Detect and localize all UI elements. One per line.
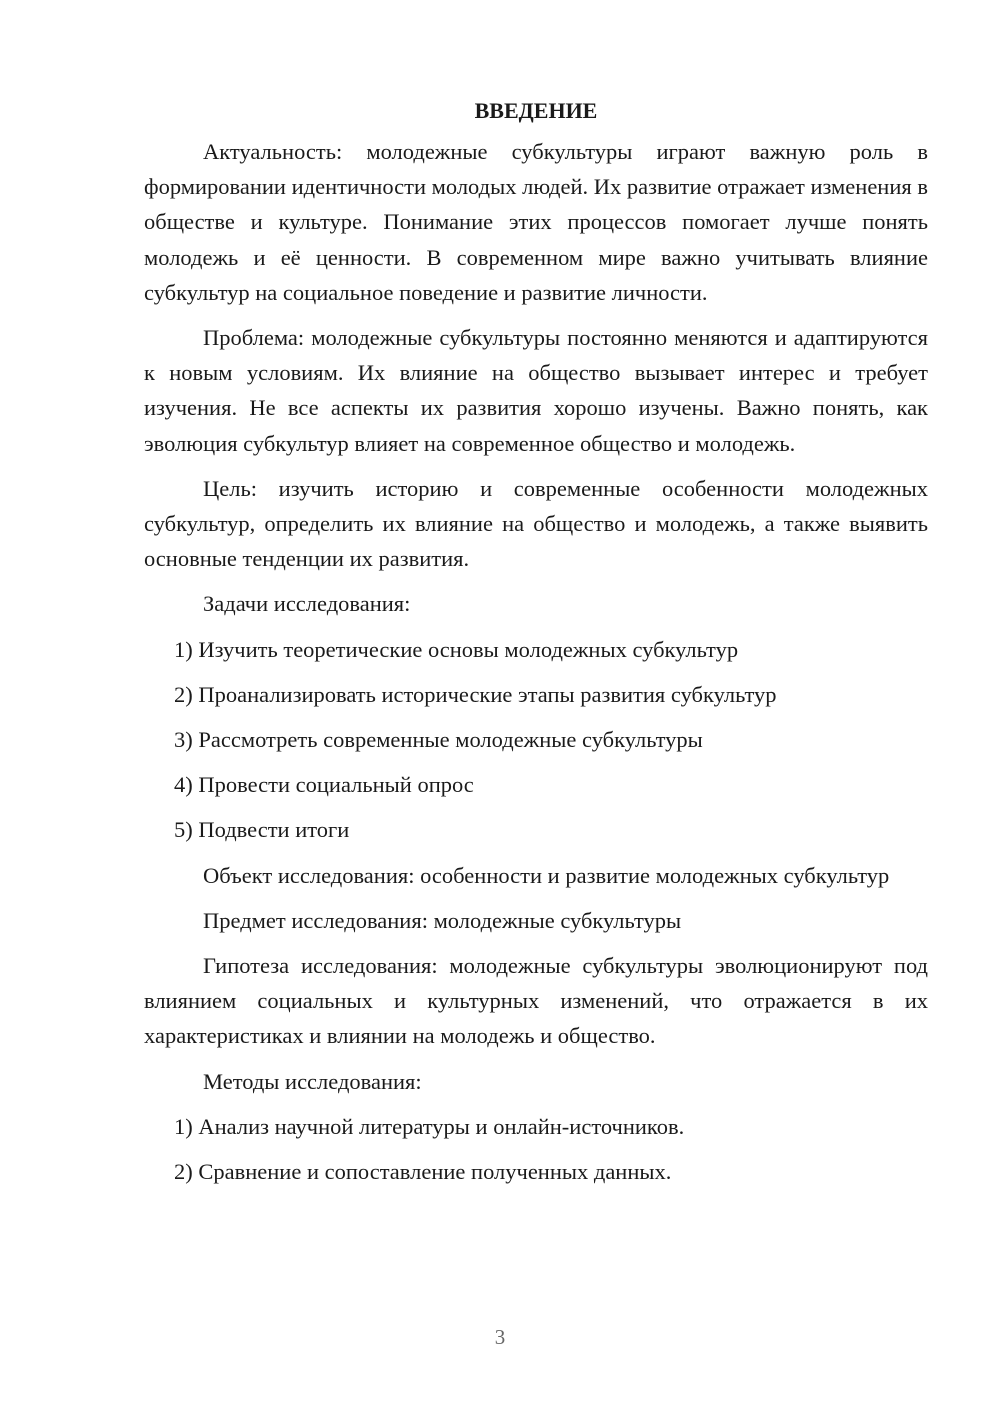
list-item: 1) Изучить теоретические основы молодежных субкультур [174,636,739,662]
list-item: 5) Подвести итоги [174,817,350,843]
subject-paragraph: Предмет исследования: молодежные субкультуры [203,907,682,933]
list-item: 2) Проанализировать исторические этапы развития субкультур [174,681,777,707]
list-item: 1) Анализ научной литературы и онлайн-источников. [174,1113,685,1139]
list-item: 2) Сравнение и сопоставление полученных данных. [174,1159,672,1185]
tasks-list [144,632,928,848]
relevance-paragraph: Актуальность: молодежные субкультуры играют важную роль в формировании идентичности молодых людей. Их развитие отражает изменения в обществе и культуре. Понимание этих процессов помогает лучше понять молодежь и её ценности. В современном мире важно учитывать влияние субкультур на социальное поведение и развитие личности. [144,139,928,305]
hypothesis-paragraph: Гипотеза исследования: молодежные субкультуры эволюционируют под влиянием социальных и культурных изменений, что отражается в их характеристиках и влиянии на молодежь и общество. [144,953,928,1049]
methods-heading: Методы исследования: [203,1068,422,1094]
goal-paragraph: Цель: изучить историю и современные особенности молодежных субкультур, определить их влияние на общество и молодежь, а также выявить основные тенденции их развития. [144,475,928,572]
methods-list [144,1109,928,1189]
document-page [144,96,928,1199]
object-paragraph: Объект исследования: особенности и развитие молодежных субкультур [203,862,890,888]
problem-paragraph: Проблема: молодежные субкультуры постоянно меняются и адаптируются к новым условиям. Их влияние на общество вызывает интерес и требует изучения. Не все аспекты их развития хорошо изучены. Важно понять, как эволюция субкультур влияет на современное общество и молодежь. [144,325,928,456]
list-item: 3) Рассмотреть современные молодежные субкультуры [174,727,703,753]
list-item: 4) Провести социальный опрос [174,772,474,798]
page-title: ВВЕДЕНИЕ [474,98,598,123]
page-number: 3 [494,1325,506,1349]
tasks-heading: Задачи исследования: [203,591,411,617]
